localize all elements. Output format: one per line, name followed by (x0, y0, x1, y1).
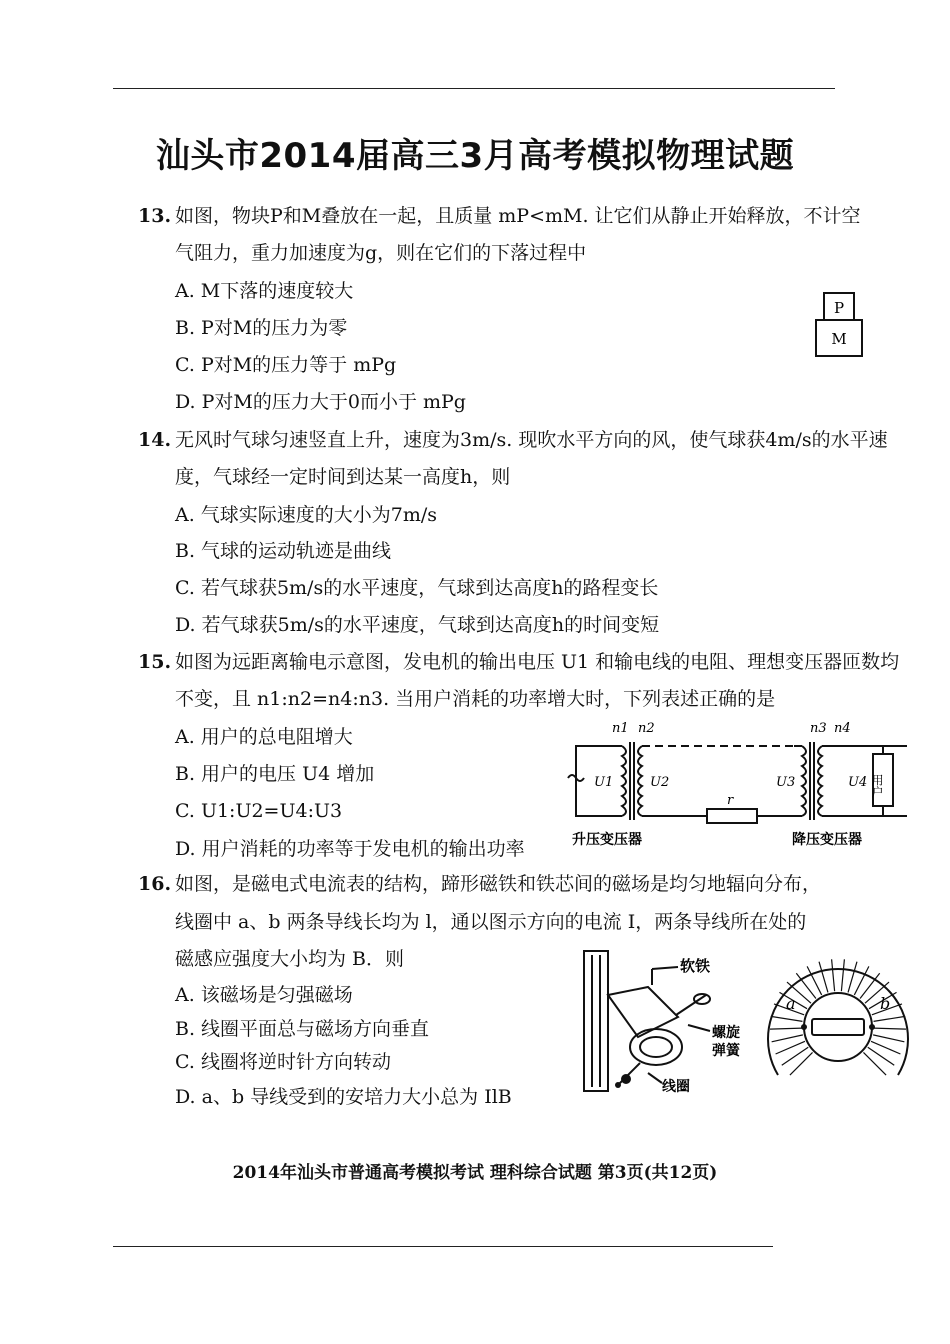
question-stem: 磁感应强度大小均为 B．则 (175, 948, 405, 970)
field-line (819, 962, 828, 993)
question-stem: 度，气球经一定时间到达某一高度h，则 (175, 466, 511, 488)
field-line (790, 1052, 813, 1075)
option-a: A. M下落的速度较大 (175, 280, 354, 302)
field-line (874, 1028, 906, 1029)
question-stem: 如图，物块P和M叠放在一起，且质量 mP<mM. 让它们从静止开始释放，不计空 (175, 205, 861, 227)
option-a: A. 用户的总电阻增大 (175, 726, 353, 748)
top-rule (113, 88, 835, 89)
n3-label: n3 (810, 721, 827, 736)
spring-label-2: 弹簧 (712, 1043, 740, 1059)
n1-label: n1 (612, 721, 629, 736)
spring-label-1: 螺旋 (712, 1025, 740, 1041)
u3-label: U3 (776, 775, 796, 790)
step-down-transformer-label: 降压变压器 (792, 832, 862, 848)
page-footer: 2014年汕头市普通高考模拟考试 理科综合试题 第3页(共12页) (232, 1163, 718, 1183)
radial-field-figure (760, 945, 916, 1101)
option-d: D. a、b 导线受到的安培力大小总为 IlB (175, 1086, 512, 1108)
power-transmission-diagram (562, 716, 912, 852)
option-d: D. 用户消耗的功率等于发电机的输出功率 (175, 838, 525, 860)
question-number: 13. (138, 205, 172, 227)
bottom-rule (113, 1246, 773, 1247)
field-line (863, 1052, 886, 1075)
field-line (772, 1035, 803, 1042)
u4-label: U4 (848, 775, 868, 790)
question-stem: 无风时气球匀速竖直上升，速度为3m/s. 现吹水平方向的风，使气球获4m/s的水平速 (175, 429, 888, 451)
field-line (832, 959, 835, 991)
option-b: B. 气球的运动轨迹是曲线 (175, 540, 392, 562)
field-line (874, 1016, 906, 1021)
question-stem: 不变，且 n1:n2=n4:n3. 当用户消耗的功率增大时，下列表述正确的是 (175, 688, 776, 710)
field-line (771, 1016, 803, 1021)
field-line (841, 959, 844, 991)
question-number: 15. (138, 651, 172, 673)
u1-label: U1 (594, 775, 614, 790)
field-line (770, 1028, 802, 1029)
step-up-transformer-label: 升压变压器 (572, 832, 642, 848)
page-title: 汕头市2014届高三3月高考模拟物理试题 (155, 136, 795, 176)
question-number: 14. (138, 429, 172, 451)
wire-a-label: a (786, 994, 796, 1013)
galvanometer-structure-figure (578, 945, 758, 1103)
n2-label: n2 (638, 721, 655, 736)
option-c: C. U1:U2=U4:U3 (175, 800, 343, 822)
block-p-label: P (833, 299, 845, 317)
block-m-label: M (831, 330, 847, 348)
question-stem: 气阻力，重力加速度为g，则在它们的下落过程中 (175, 242, 587, 264)
option-c: C. 若气球获5m/s的水平速度，气球到达高度h的路程变长 (175, 577, 659, 599)
option-c: C. 线圈将逆时针方向转动 (175, 1051, 391, 1073)
question-number: 16. (138, 873, 172, 895)
question-stem: 如图，是磁电式电流表的结构，蹄形磁铁和铁芯间的磁场是均匀地辐向分布， (175, 873, 822, 895)
option-b: B. P对M的压力为零 (175, 317, 348, 339)
option-c: C. P对M的压力等于 mPg (175, 354, 397, 376)
coil-label: 线圈 (662, 1079, 690, 1095)
option-a: A. 气球实际速度的大小为7m/s (175, 504, 438, 526)
question-stem: 线圈中 a、b 两条导线长均为 l，通以图示方向的电流 I，两条导线所在处的 (175, 911, 807, 933)
n4-label: n4 (834, 721, 851, 736)
option-d: D. P对M的压力大于0而小于 mPg (175, 391, 466, 413)
u2-label: U2 (650, 775, 670, 790)
question-stem: 如图为远距离输电示意图，发电机的输出电压 U1 和输电线的电阻、理想变压器匝数均 (175, 651, 900, 673)
soft-iron-label: 软铁 (680, 957, 711, 975)
stacked-blocks-figure (808, 288, 868, 362)
field-line (848, 962, 857, 993)
field-line (873, 1035, 904, 1042)
option-b: B. 用户的电压 U4 增加 (175, 763, 375, 785)
r-label: r (727, 793, 734, 808)
option-a: A. 该磁场是匀强磁场 (175, 984, 353, 1006)
option-b: B. 线圈平面总与磁场方向垂直 (175, 1018, 430, 1040)
wire-b-label: b (880, 994, 891, 1013)
option-d: D. 若气球获5m/s的水平速度，气球到达高度h的时间变短 (175, 614, 660, 636)
user-label: 用户 (870, 774, 884, 798)
